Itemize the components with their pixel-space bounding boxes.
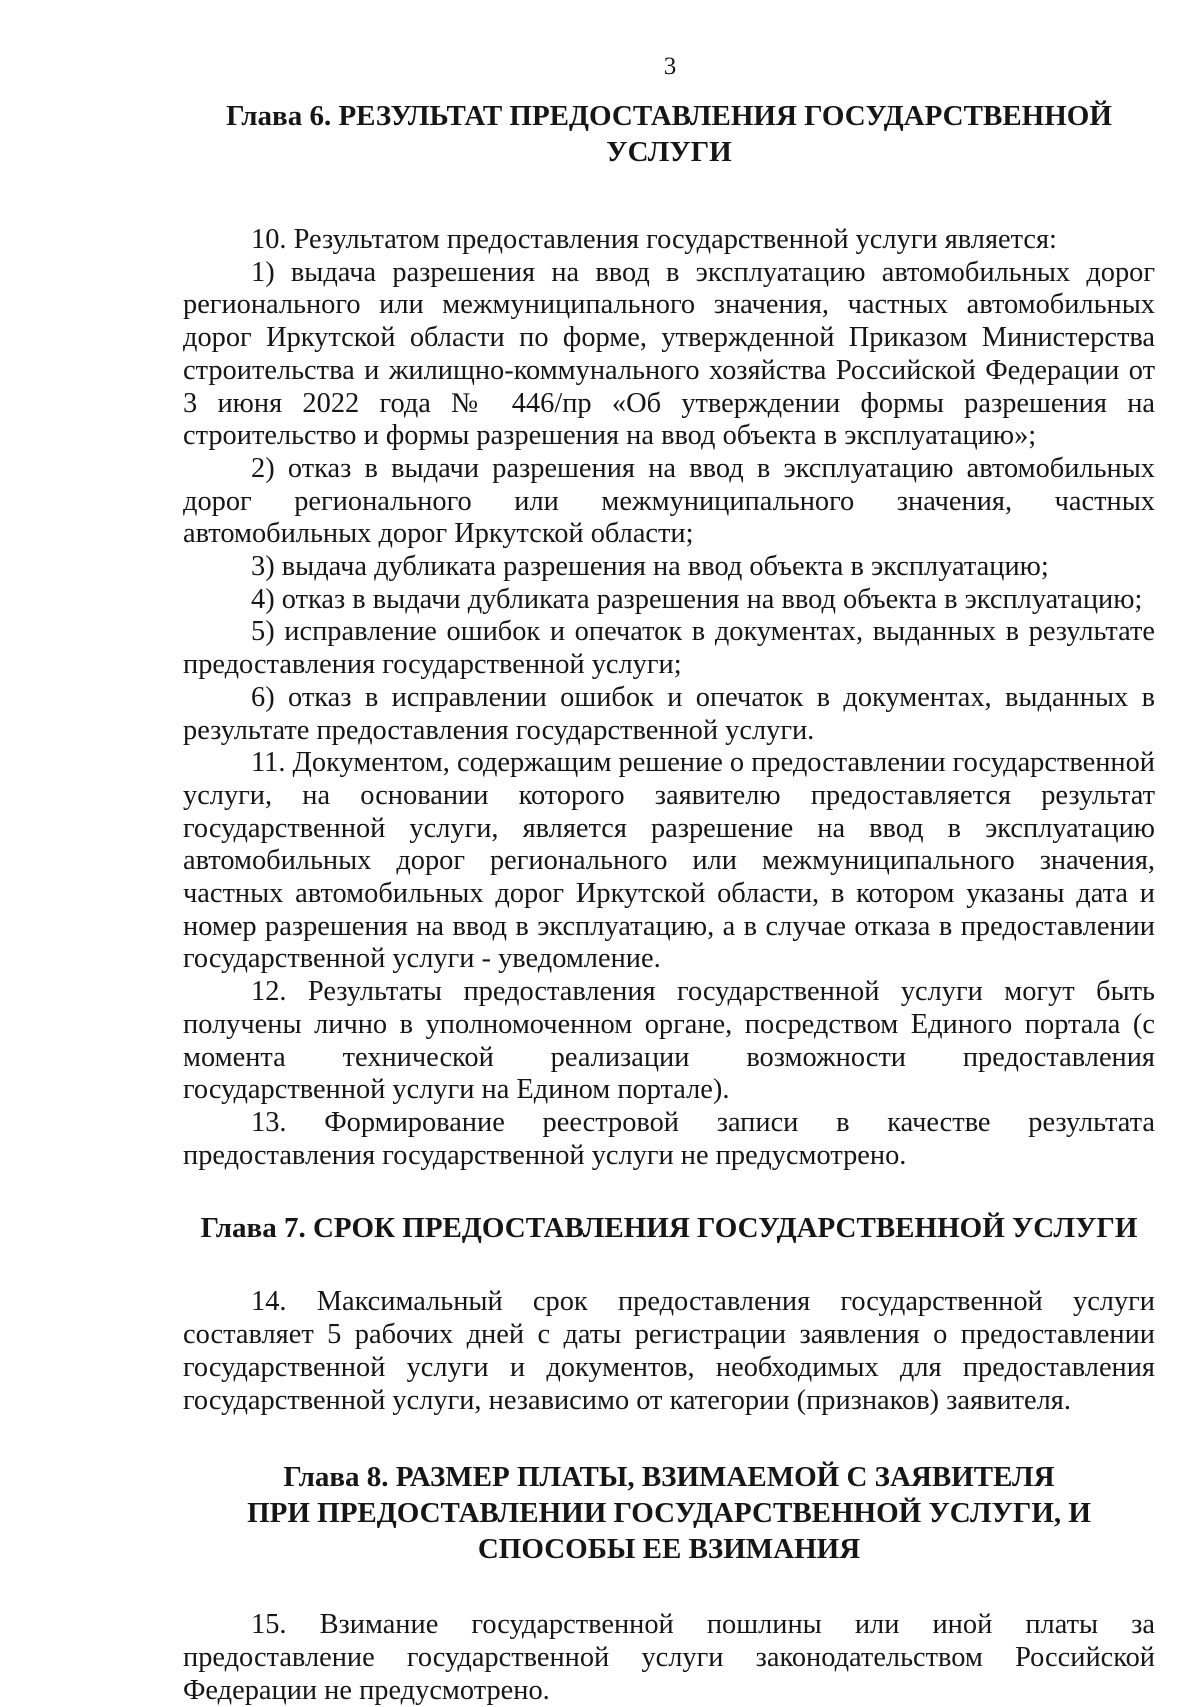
chapter-6-section — [183, 98, 1155, 1172]
list-item-10-2: 2) отказ в выдачи разрешения на ввод в эксплуатацию автомобильных дорог регионального или межмуниципального значения, частных автомобильных дорог Иркутской области; — [183, 452, 1155, 550]
chapter-7-section — [183, 1210, 1155, 1417]
list-item-10-1: 1) выдача разрешения на ввод в эксплуатацию автомобильных дорог регионального или межмуниципального значения, частных автомобильных дорог Иркутской области по форме, утвержденной Приказом Министерства строительства и жилищно-коммунального хозяйства Российской Федерации от 3 июня 2022 года № 446/пр «Об утверждении формы разрешения на строительство и формы разрешения на ввод объекта в эксплуатацию»; — [183, 256, 1155, 452]
chapter-6-title — [183, 98, 1155, 170]
paragraph-11: 11. Документом, содержащим решение о предоставлении государственной услуги, на основании которого заявителю предоставляется результат государственной услуги, является разрешение на ввод в эксплуатацию автомобильных дорог регионального или межмуниципального значения, частных автомобильных дорог Иркутской области, в котором указаны дата и номер разрешения на ввод в эксплуатацию, а в случае отказа в предоставлении государственной услуги - уведомление. — [183, 747, 1155, 975]
document-body — [183, 98, 1155, 1707]
list-item-10-4: 4) отказ в выдачи дубликата разрешения на ввод объекта в эксплуатацию; — [251, 583, 1143, 615]
list-item-10-5: 5) исправление ошибок и опечаток в документах, выданных в результате предоставления государственной услуги; — [183, 616, 1155, 681]
paragraph-14: 14. Максимальный срок предоставления государственной услуги составляет 5 рабочих дней с даты регистрации заявления о предоставлении государственной услуги и документов, необходимых для предоставления государственной услуги, независимо от категории (признаков) заявителя. — [183, 1286, 1155, 1416]
paragraph-13: 13. Формирование реестровой записи в качестве результата предоставления государственной услуги не предусмотрено. — [183, 1106, 1155, 1171]
chapter-8-title-line: СПОСОБЫ ЕЕ ВЗИМАНИЯ — [477, 1533, 861, 1566]
paragraph-12: 12. Результаты предоставления государственной услуги могут быть получены лично в уполномоченном органе, посредством Единого портала (с момента технической реализации возможности предоставления государственной услуги на Едином портале). — [183, 976, 1155, 1106]
paragraph-10: 10. Результатом предоставления государственной услуги является: — [251, 224, 1057, 255]
chapter-8-section — [183, 1459, 1155, 1707]
paragraph-15: 15. Взимание государственной пошлины или иной платы за предоставление государственной услуги законодательством Российской Федерации не предусмотрено. — [183, 1609, 1155, 1706]
chapter-8-title — [183, 1459, 1155, 1567]
page-number: 3 — [663, 53, 677, 80]
chapter-8-title-line: Глава 8. РАЗМЕР ПЛАТЫ, ВЗИМАЕМОЙ С ЗАЯВИТЕЛЯ — [283, 1461, 1055, 1494]
list-item-10-6: 6) отказ в исправлении ошибок и опечаток в документах, выданных в результате предоставления государственной услуги. — [183, 681, 1155, 746]
chapter-6-title-line: УСЛУГИ — [606, 136, 732, 168]
chapter-7-title-line: Глава 7. СРОК ПРЕДОСТАВЛЕНИЯ ГОСУДАРСТВЕННОЙ УСЛУГИ — [200, 1212, 1138, 1245]
chapter-8-title-line: ПРИ ПРЕДОСТАВЛЕНИИ ГОСУДАРСТВЕННОЙ УСЛУГИ, И — [247, 1497, 1091, 1530]
chapter-7-title — [183, 1210, 1155, 1246]
list-item-10-3: 3) выдача дубликата разрешения на ввод объекта в эксплуатацию; — [251, 551, 1049, 583]
chapter-6-title-line: Глава 6. РЕЗУЛЬТАТ ПРЕДОСТАВЛЕНИЯ ГОСУДАРСТВЕННОЙ — [226, 100, 1112, 132]
